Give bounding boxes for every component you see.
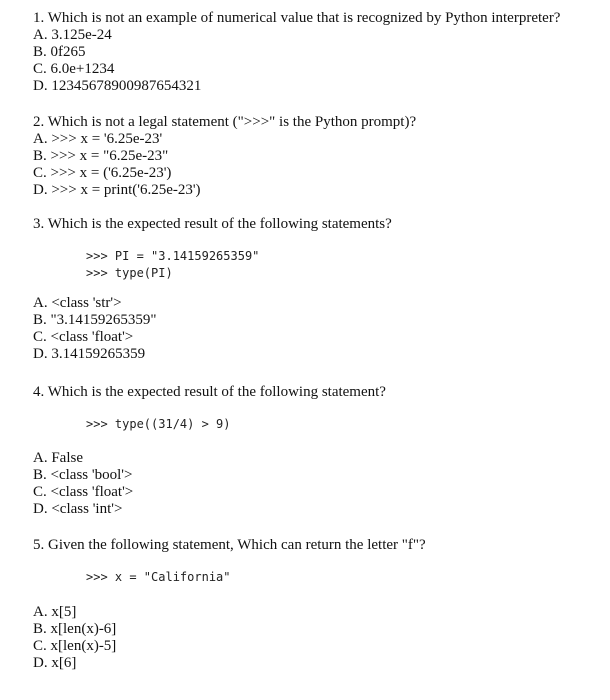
question-4-option-b: B. <class 'bool'> xyxy=(33,467,133,483)
question-1-option-d: D. 12345678900987654321 xyxy=(33,78,202,94)
question-4-text: 4. Which is the expected result of the following statement? xyxy=(33,384,386,400)
question-2-option-d: D. >>> x = print('6.25e-23') xyxy=(33,182,201,198)
question-2-option-a: A. >>> x = '6.25e-23' xyxy=(33,131,163,147)
question-3-code-line-2: >>> type(PI) xyxy=(86,266,173,280)
question-3-text: 3. Which is the expected result of the following statements? xyxy=(33,216,392,232)
question-1-option-a: A. 3.125e-24 xyxy=(33,27,112,43)
question-1-option-b: B. 0f265 xyxy=(33,44,86,60)
question-5-option-a: A. x[5] xyxy=(33,604,77,620)
question-1-option-c: C. 6.0e+1234 xyxy=(33,61,115,77)
question-5-option-c: C. x[len(x)-5] xyxy=(33,638,117,654)
question-5-option-b: B. x[len(x)-6] xyxy=(33,621,117,637)
question-4-option-a: A. False xyxy=(33,450,83,466)
question-1-text: 1. Which is not an example of numerical value that is recognized by Python interpreter? xyxy=(33,10,561,26)
question-5 xyxy=(33,537,603,672)
question-5-code-line-1: >>> x = "California" xyxy=(86,570,231,584)
question-2-option-c: C. >>> x = ('6.25e-23') xyxy=(33,165,172,181)
question-4-option-c: C. <class 'float'> xyxy=(33,484,134,500)
question-2 xyxy=(33,114,603,199)
question-3-option-c: C. <class 'float'> xyxy=(33,329,134,345)
question-3-option-a: A. <class 'str'> xyxy=(33,295,122,311)
question-3-code-line-1: >>> PI = "3.14159265359" xyxy=(86,249,260,263)
question-5-option-d: D. x[6] xyxy=(33,655,77,671)
question-3 xyxy=(33,216,603,363)
question-2-option-b: B. >>> x = "6.25e-23" xyxy=(33,148,169,164)
question-4-option-d: D. <class 'int'> xyxy=(33,501,123,517)
question-1 xyxy=(33,10,603,95)
question-3-option-d: D. 3.14159265359 xyxy=(33,346,146,362)
question-4 xyxy=(33,384,603,518)
question-3-option-b: B. "3.14159265359" xyxy=(33,312,157,328)
question-2-text: 2. Which is not a legal statement (">>>" is the Python prompt)? xyxy=(33,114,417,130)
question-4-code-line-1: >>> type((31/4) > 9) xyxy=(86,417,231,431)
question-5-text: 5. Given the following statement, Which can return the letter "f"? xyxy=(33,537,426,553)
